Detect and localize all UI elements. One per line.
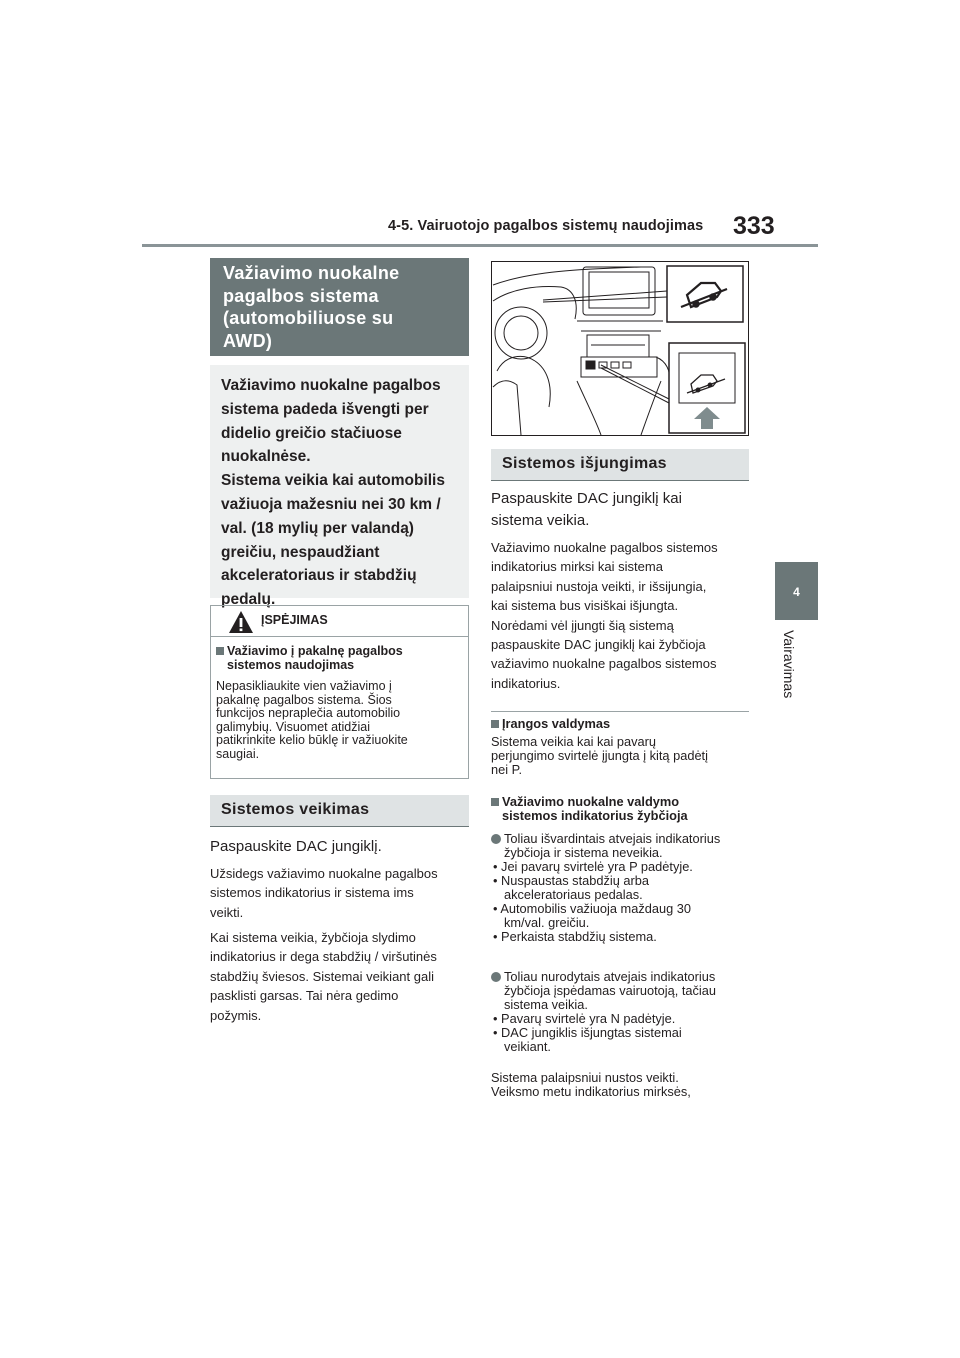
indicator-case-1 [491,832,756,944]
text-line: sistemos indikatorius ir sistema ims [210,885,414,901]
text-line: Paspauskite DAC jungiklį kai [491,490,682,507]
shutdown-lead [491,488,682,532]
header-divider [142,244,818,247]
text-line: Toliau nurodytais atvejais indikatorius [504,969,716,984]
list-item: • Automobilis važiuoja maždaug 30 [493,901,691,916]
equipment-title-text: Įrangos valdymas [502,716,611,731]
warning-header [211,606,468,637]
summary-line: Sistema veikia kai automobilis [221,472,445,490]
square-bullet-icon [491,720,499,728]
warning-triangle-icon [228,610,254,634]
indicator-tail [491,1071,756,1099]
text-line: žybčioja įspėdamas vairuotoją, tačiau [504,983,716,998]
indicator-title-line: Važiavimo nuokalne valdymo [502,794,680,809]
text-line: Sistema veikia kai kai pavarų [491,734,657,749]
shutdown-paragraph [491,538,718,693]
summary-line: važiuoja mažesniu nei 30 km / [221,495,441,513]
list-item-text: akceleratoriaus pedalas. [504,887,643,902]
summary-line: akceleratoriaus ir stabdžių [221,567,417,585]
equipment-title [491,717,756,731]
chapter-label: Vairavimas [781,630,797,699]
warning-line: pakalnę pagalbos sistema. Šios [216,692,392,707]
list-item-text: km/val. greičiu. [504,915,590,930]
text-line: perjungimo svirtelė įjungta į kitą padėtį [491,748,708,763]
text-line: indikatorius. [491,675,561,691]
round-bullet-icon [491,972,501,982]
indicator-title-line: sistemos indikatorius žybčioja [502,808,688,823]
section-heading-operation: Sistemos veikimas [210,795,469,827]
warning-line: patikrinkite kelio būklę ir važiuokite [216,733,408,748]
round-bullet-icon [491,834,501,844]
text-line: Norėdami vėl įjungti šią sistemą [491,617,674,633]
summary-line: pedalų. [221,591,276,609]
text-line: indikatorius mirksi kai sistema [491,559,663,575]
warning-subtitle [216,644,466,672]
title-line: AWD) [223,330,273,351]
list-item-text: Pavarų svirtelė yra N padėtyje. [501,1011,676,1026]
text-line: sistema veikia. [491,512,590,529]
warning-line: Nepasikliaukite vien važiavimo į [216,679,392,693]
summary-line: greičiu, nespaudžiant [221,543,380,561]
text-line: žybčioja ir sistema neveikia. [504,845,663,860]
list-item-text: DAC jungiklis išjungtas sistemai [501,1025,682,1040]
section-divider [491,711,749,712]
list-item: • Nuspaustas stabdžių arba [493,873,650,888]
summary-line: Važiavimo nuokalne pagalbos [221,377,441,394]
warning-subtitle-line: sistemos naudojimas [227,658,355,672]
dashboard-illustration [491,261,749,436]
text-line: paspauskite DAC jungiklį kai žybčioja [491,637,706,653]
title-line: pagalbos sistema [223,285,379,306]
indicator-title [491,795,756,823]
text-line: važiavimo nuokalne pagalbos sistemos [491,656,717,672]
title-line: (automobiliuose su [223,308,394,328]
equipment-text [491,735,756,777]
text-line: stabdžių šviesos. Sistemai veikiant gali [210,968,434,984]
chapter-number-tab: 4 [775,562,818,620]
square-bullet-icon [491,798,499,806]
warning-box [210,605,469,779]
text-line: Važiavimo nuokalne pagalbos sistemos [491,540,718,555]
list-item: • Jei pavarų svirtelė yra P padėtyje. [493,859,693,874]
text-line: Užsidegs važiavimo nuokalne pagalbos [210,866,438,881]
list-item-text: Perkaista stabdžių sistema. [501,929,657,944]
text-line: Sistema palaipsniui nustos veikti. [491,1070,679,1085]
text-line: požymis. [210,1007,262,1023]
list-item-text: Jei pavarų svirtelė yra P padėtyje. [501,859,693,874]
list-item: • Pavarų svirtelė yra N padėtyje. [493,1011,676,1026]
summary-line: sistema padeda išvengti per [221,400,429,418]
list-item-text: veikiant. [504,1039,551,1054]
warning-line: funkcijos nepraplečia automobilio [216,706,401,721]
text-line: sistema veikia. [504,997,588,1012]
summary-line: nuokalnėse. [221,448,311,466]
summary-box [210,365,469,609]
text-line: Veiksmo metu indikatorius mirksės, [491,1084,691,1099]
summary-line: didelio greičio stačiuose [221,424,402,442]
operation-lead: Paspauskite DAC jungiklį. [210,838,382,855]
warning-text [216,680,466,762]
list-item-text: Automobilis važiuoja maždaug 30 [500,901,691,916]
warning-subtitle-line: Važiavimo į pakalnę pagalbos [227,644,403,658]
text-line: Kai sistema veikia, žybčioja slydimo [210,930,416,945]
text-line: palaipsniui nustoja veikti, ir išsijungia, [491,578,707,594]
warning-title: ĮSPĖJIMAS [261,613,328,627]
list-item-text: Nuspaustas stabdžių arba [501,873,650,888]
running-header: 4-5. Vairuotojo pagalbos sistemų naudojimas [388,218,704,234]
text-line: nei P. [491,762,523,777]
warning-line: saugiai. [216,746,260,761]
text-line: indikatorius ir dega stabdžių / viršutinės [210,949,437,965]
indicator-case-2 [491,970,756,1054]
list-item: • Perkaista stabdžių sistema. [493,929,657,944]
operation-paragraph-2 [210,928,437,1025]
page-number: 333 [733,212,775,240]
text-line: pasklisti garsas. Tai nėra gedimo [210,988,399,1004]
square-bullet-icon [216,647,224,655]
title-line: Važiavimo nuokalne [223,263,400,283]
summary-line: val. (18 mylių per valandą) [221,519,414,537]
section-heading-shutdown: Sistemos išjungimas [491,449,749,481]
list-item: • DAC jungiklis išjungtas sistemai [493,1025,682,1040]
text-line: veikti. [210,904,244,920]
text-line: Toliau išvardintais atvejais indikatorius [504,831,721,846]
section-title-block [210,258,469,356]
operation-paragraph-1 [210,864,438,922]
warning-line: galimybių. Visuomet atidžiai [216,719,371,734]
text-line: kai sistema bus visiškai išjungta. [491,598,679,614]
